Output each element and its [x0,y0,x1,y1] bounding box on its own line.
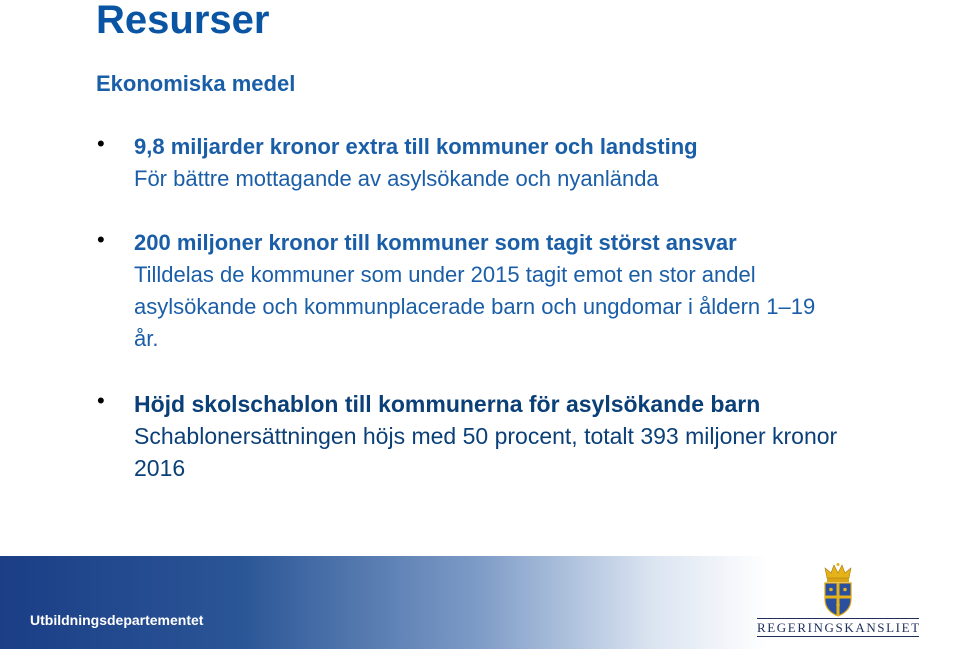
slide-subtitle: Ekonomiska medel [96,71,296,96]
bullet-item [97,227,824,355]
bullet-dot-icon: • [97,227,105,252]
bullet-body: Tilldelas de kommuner som under 2015 tagit emot en stor andel asylsökande och kommunplacerade barn och ungdomar i åldern 1–19 år. [134,262,816,351]
bullet-dot-icon: • [97,388,105,413]
footer-department: Utbildningsdepartementet [30,612,204,628]
logo-wordmark: REGERINGSKANSLIET [757,620,921,635]
bullet-heading: 9,8 miljarder kronor extra till kommuner och landsting [134,134,698,159]
bullet-item [97,131,934,195]
slide-title: Resurser [96,0,270,42]
bullet-heading: Höjd skolschablon till kommunerna för asylsökande barn [134,391,761,417]
bullet-body: Schablonersättningen höjs med 50 procent, totalt 393 miljoner kronor 2016 [134,423,838,481]
bullet-dot-icon: • [97,131,105,156]
bullet-heading: 200 miljoner kronor till kommuner som tagit störst ansvar [134,230,737,255]
bullet-item [97,388,894,484]
bullet-body: För bättre mottagande av asylsökande och nyanlända [134,166,659,191]
